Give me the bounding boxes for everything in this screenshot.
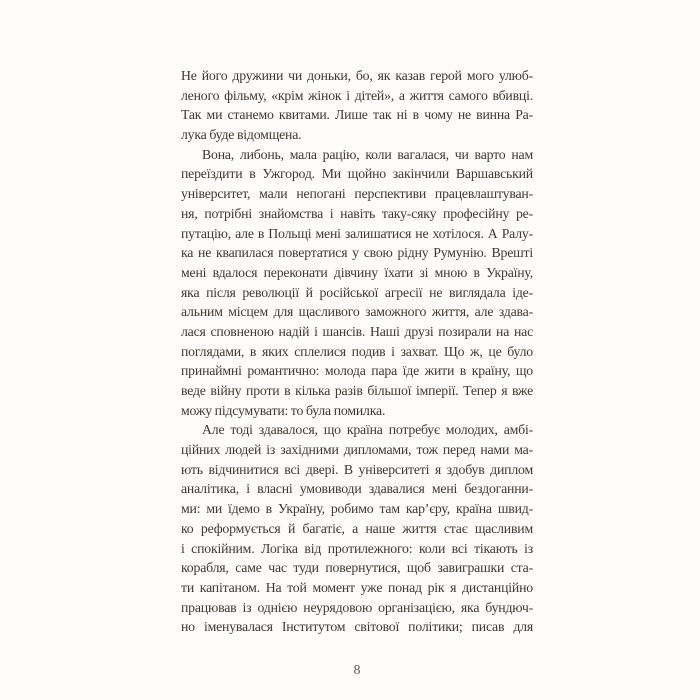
text-line: ня, потрібні знайомства і навіть таку-сяку професійну ре- bbox=[181, 205, 533, 221]
text-line: но іменувалася Інститутом світової політики; писав для bbox=[181, 619, 533, 635]
text-line: ти капітаном. На той момент уже понад рік я дистанційно bbox=[181, 579, 533, 595]
text-line: корабля, саме час туди повернутися, щоб завиграшки ста- bbox=[181, 560, 533, 576]
text-line: переїздити в Ужгород. Ми щойно закінчили Варшавський bbox=[181, 166, 533, 182]
text-line: Але тоді здавалося, що країна потребує молодих, амбі- bbox=[202, 422, 533, 438]
text-line: Не його дружини чи доньки, бо, як казав герой мого улюб- bbox=[181, 68, 533, 83]
text-line: поглядами, в яких сплелися подив і захват. Що ж, це було bbox=[181, 343, 533, 359]
text-line: лася сповненою надій і шансів. Наші друзі позирали на нас bbox=[181, 323, 533, 339]
text-line: ційних людей із західними дипломами, тож перед нами ма- bbox=[181, 442, 533, 458]
text-line: веде війну проти в кілька разів більшої імперії. Тепер я вже bbox=[181, 383, 533, 398]
text-line: яка після революції й російської агресії не виглядала іде- bbox=[181, 284, 533, 300]
text-line: Вона, либонь, мала рацію, коли вагалася, чи варто нам bbox=[202, 146, 533, 162]
text-line: принаймні романтично: молода пара їде жити в країну, що bbox=[181, 363, 533, 379]
text-line: ко реформується й багатіє, а наше життя стає щасливим bbox=[181, 520, 533, 536]
text-line: університет, мали непогані перспективи працевлаштуван- bbox=[181, 186, 533, 202]
text-line: ми: ми їдемо в Україну, робимо там кар’єру, країна швид- bbox=[181, 501, 533, 517]
text-line: леного фільму, «крім жінок і дітей», а життя самого вбивці. bbox=[181, 87, 533, 103]
text-line: мені вдалося переконати дівчину їхати зі мною в Україну, bbox=[181, 264, 533, 280]
text-line: альним місцем для щасливого заможного життя, але здава- bbox=[181, 304, 533, 320]
text-line: лука буде відомщена. bbox=[181, 127, 302, 143]
text-line: і спокійним. Логіка від протилежного: коли всі тікають із bbox=[181, 540, 533, 556]
text-line: можу підсумувати: то була помилка. bbox=[181, 402, 386, 418]
text-line: путацію, але в Польщі мені залишатися не хотілося. А Ралу- bbox=[181, 225, 533, 241]
text-line: ють відчинитися всі двері. В університеті я здобув диплом bbox=[181, 461, 533, 477]
text-line: працював із однією неурядовою організацією, яка бундюч- bbox=[181, 599, 533, 615]
body-text bbox=[181, 66, 533, 637]
page-number: 8 bbox=[353, 663, 361, 678]
text-line: аналітика, і власні умовиводи здавалися мені бездоганни- bbox=[181, 481, 533, 497]
text-line: ка не квапилася повертатися у свою рідну Румунію. Врешті bbox=[181, 245, 533, 261]
text-line: Так ми станемо квитами. Лише так ні в чому не винна Ра- bbox=[181, 107, 533, 123]
